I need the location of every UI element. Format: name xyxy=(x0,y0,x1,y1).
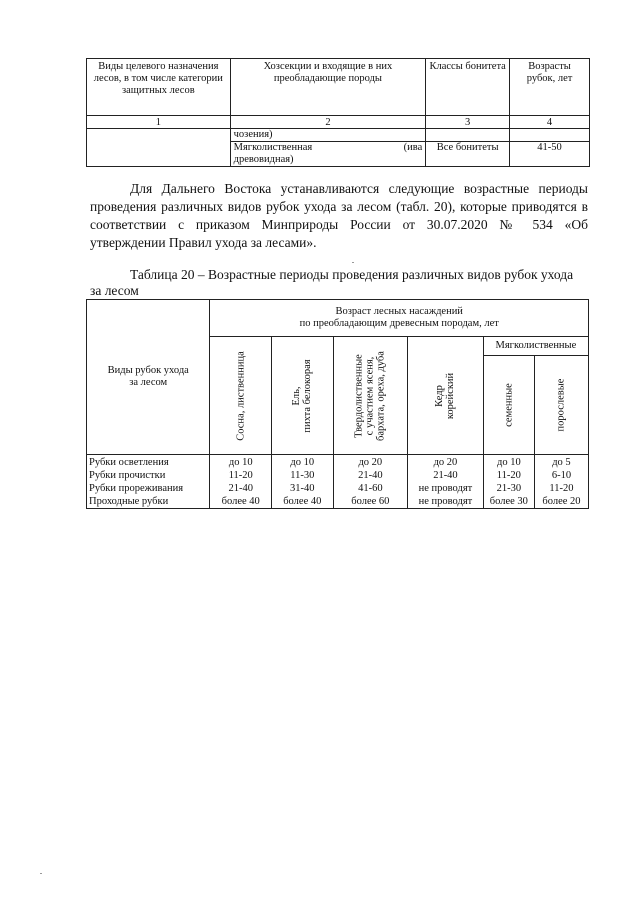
species-line: корейский xyxy=(445,372,457,419)
table-body xyxy=(87,455,589,509)
species-label xyxy=(434,372,456,418)
table-row xyxy=(87,142,590,167)
body-paragraph xyxy=(90,180,588,252)
table-header-row xyxy=(87,59,590,116)
table-cell: не проводят xyxy=(408,482,484,495)
table-cell: до 20 xyxy=(408,455,484,470)
species-line: с участием ясеня, xyxy=(364,356,376,435)
species-label: Сосна, лиственница xyxy=(235,350,247,441)
caption-line: за лесом xyxy=(90,283,139,298)
table-cell: до 10 xyxy=(483,455,534,470)
paragraph-line: соответствии с приказом Минприроды России от 30.07.2020 № 534 «Об xyxy=(90,217,588,232)
table-cell xyxy=(87,129,231,142)
column-number-row xyxy=(87,116,590,129)
table-cell: до 10 xyxy=(210,455,272,470)
column-number: 1 xyxy=(87,116,231,129)
header-felling-types xyxy=(87,300,210,455)
row-label: Рубки осветления xyxy=(87,455,210,470)
scan-speck xyxy=(40,873,42,874)
species-line: Ель, xyxy=(291,385,303,406)
table-cell xyxy=(426,129,510,142)
table-row xyxy=(87,495,589,509)
species-line: Твердолиственные xyxy=(353,353,365,438)
table-cell xyxy=(510,129,590,142)
column-number: 4 xyxy=(510,116,590,129)
header-label: по преобладающим древесным породам, лет xyxy=(299,318,499,329)
row-label: Рубки прореживания xyxy=(87,482,210,495)
table-cell: более 40 xyxy=(210,495,272,509)
species-line: бархата, ореха, дуба xyxy=(375,350,387,441)
species-line: пихта белокорая xyxy=(302,358,314,433)
species-name-cont: (ива xyxy=(403,142,423,153)
species-label: порослевые xyxy=(555,378,567,432)
header-label: Виды рубок ухода за лесом xyxy=(107,365,189,388)
table-cell: чозения) xyxy=(230,129,426,142)
header-species xyxy=(272,337,334,455)
felling-age-table xyxy=(86,299,589,509)
paragraph-line: проведения различных видов рубок ухода за лесом (табл. 20), которые приводятся в xyxy=(90,199,588,214)
header-species xyxy=(483,356,534,455)
species-name: Мягколиственная xyxy=(233,142,313,153)
table-cell: 21-40 xyxy=(333,469,408,482)
table-cell: 11-30 xyxy=(272,469,334,482)
header-species xyxy=(408,337,484,455)
scan-speck xyxy=(352,262,354,263)
header-softwood: Мягколиственные xyxy=(483,337,588,356)
table-cell: 21-40 xyxy=(210,482,272,495)
row-label: Проходные рубки xyxy=(87,495,210,509)
table-cell: Все бонитеты xyxy=(426,142,510,167)
paragraph-line: Для Дальнего Востока устанавливаются следующие возрастные периоды xyxy=(130,181,588,196)
table-cell: 31-40 xyxy=(272,482,334,495)
table-header-row xyxy=(87,300,589,337)
table-cell xyxy=(87,142,231,167)
header-species xyxy=(333,337,408,455)
species-name-cont2: древовидная) xyxy=(233,154,294,165)
table-cell: более 40 xyxy=(272,495,334,509)
table-cell: не проводят xyxy=(408,495,484,509)
table-cell: 11-20 xyxy=(534,482,588,495)
paragraph-line: утверждении Правил ухода за лесами». xyxy=(90,235,317,250)
table-cell: 41-60 xyxy=(333,482,408,495)
header-sections: Хозсекции и входящие в них преобладающие породы xyxy=(230,59,426,116)
table-cell: более 60 xyxy=(333,495,408,509)
header-purpose: Виды целевого назначения лесов, в том числе категории защитных лесов xyxy=(87,59,231,116)
header-label: Возраст лесных насаждений xyxy=(335,306,463,317)
table-cell: 11-20 xyxy=(210,469,272,482)
table-cell: более 30 xyxy=(483,495,534,509)
table-cell: 21-40 xyxy=(408,469,484,482)
species-label xyxy=(354,351,387,441)
table-row xyxy=(87,482,589,495)
table-cell: до 10 xyxy=(272,455,334,470)
table-cell: более 20 xyxy=(534,495,588,509)
species-label: семенные xyxy=(503,383,515,427)
table-cell: 6-10 xyxy=(534,469,588,482)
table-cell xyxy=(230,142,426,167)
row-label: Рубки прочистки xyxy=(87,469,210,482)
table-cell: до 20 xyxy=(333,455,408,470)
table-cell: 11-20 xyxy=(483,469,534,482)
header-age xyxy=(210,300,589,337)
table-row xyxy=(87,455,589,470)
table-cell: 21-30 xyxy=(483,482,534,495)
table-cell: до 5 xyxy=(534,455,588,470)
species-label xyxy=(291,359,313,432)
continuation-table xyxy=(86,58,590,167)
header-species xyxy=(210,337,272,455)
header-bonitet: Классы бонитета xyxy=(426,59,510,116)
table-caption xyxy=(90,267,588,299)
header-ages: Возрасты рубок, лет xyxy=(510,59,590,116)
caption-line: Таблица 20 – Возрастные периоды проведения различных видов рубок ухода xyxy=(130,267,574,282)
species-line: Кедр xyxy=(434,384,446,407)
table-row xyxy=(87,469,589,482)
table-cell: 41-50 xyxy=(510,142,590,167)
column-number: 3 xyxy=(426,116,510,129)
column-number: 2 xyxy=(230,116,426,129)
header-species xyxy=(534,356,588,455)
table-row xyxy=(87,129,590,142)
